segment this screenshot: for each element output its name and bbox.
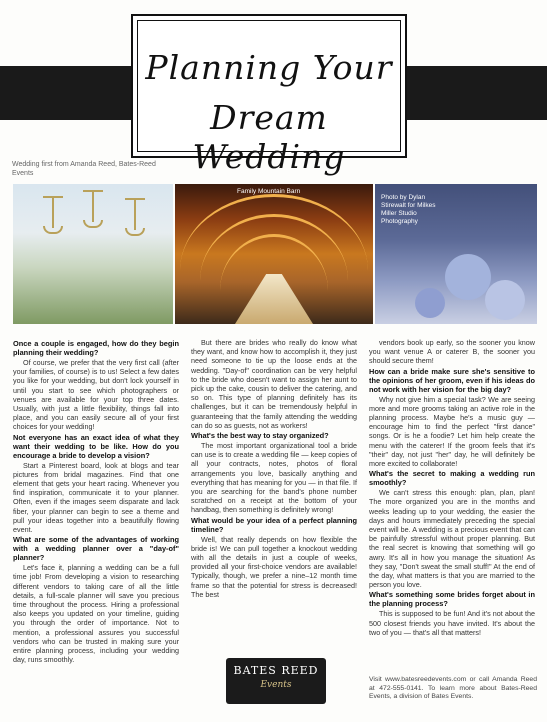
answer-paragraph: Of course, we prefer that the very first call (after your families, of course) is to us! Select a few dates you like for your wedding, but don't lock yourself in until you start to see which photographers or venues are available for your top three dates. Usually, with just a little flexibility, things fall into place, and you can easily secure all of your first choices for your wedding! <box>13 358 179 432</box>
answer-paragraph: Well, that really depends on how flexible the bride is! We can pull together a knockout wedding with all the details in just a couple of weeks, provided all your first-choice vendors are available! Typically, though, we prefer a nine–12 month time frame so that the potential for stress is decreased! The best <box>191 534 357 599</box>
question-heading: Once a couple is engaged, how do they begin planning their wedding? <box>13 339 179 357</box>
question-heading: How can a bride make sure she's sensitive to the opinions of her groom, even if his ideas do not work with her vision for the big day? <box>369 366 535 394</box>
contact-footer: Visit www.batesreedevents.com or call Amanda Reed at 472-555-0141. To learn more about Bates-Reed Events, a division of Bates Events. <box>369 676 537 701</box>
article-column-1 <box>13 338 179 665</box>
question-heading: What would be your idea of a perfect planning timeline? <box>191 515 357 534</box>
answer-paragraph: We can't stress this enough: plan, plan, plan! The more organized you are in the months and weeks leading up to your wedding, the easier the days and hours immediately preceding the special event will be. A wedding is a precious event that can be painfully stressful without proper planning. But the real secret is knowing that something will go awry. It's all in how you manage the situation! As they say, "Don't sweat the small stuff!" At the end of the day, what matters is that you are married to the person you love. <box>369 488 535 590</box>
article-column-3 <box>369 338 535 638</box>
article-body <box>13 338 537 668</box>
answer-paragraph: Start a Pinterest board, look at blogs and tear pictures from bridal magazines. Find that one element that gets your heart racing. Whenever you find inspiration, communicate it to your planner. Often, even if the images seem disparate and lack fiber, your planner can begin to see a theme and pull your ideas together into a beautifully flowing event. <box>13 460 179 535</box>
answer-paragraph: But there are brides who really do know what they want, and know how to accomplish it, they just need someone to tie up the loose ends at the wedding. "Day-of" coordination can be very helpful to the bride who doesn't want to assign her aunt to pick up the cake, cousin to deliver the catering, and so on. This type of planning definitely has its challenges, but it can be tremendously helpful in guaranteeing that the family attending the wedding can do so as guests, not as workers! <box>191 338 357 430</box>
tent-reception-photo <box>13 184 173 324</box>
question-heading: What's the secret to making a wedding run smoothly? <box>369 469 535 488</box>
photo-caption: Photo by Dylan Stirewalt for Milkes Miller Studio Photography <box>381 194 436 225</box>
blue-flowers-photo <box>375 184 537 324</box>
flower-icon <box>445 254 491 300</box>
logo-wordmark: BATES REED <box>233 664 319 677</box>
answer-paragraph: This is supposed to be fun! And it's not about the 500 closest friends you have invited. It's about the two of you — that's all that matters! <box>369 609 535 637</box>
chandelier-icon <box>43 196 63 238</box>
title-frame <box>131 14 407 176</box>
flower-icon <box>485 280 525 320</box>
photo-caption: Family Mountain Barn <box>237 188 301 195</box>
title-line-2: Dream Wedding <box>192 98 346 176</box>
question-heading: What's the best way to stay organized? <box>191 431 329 441</box>
title-line-1: Planning Your <box>145 48 393 87</box>
question-heading: What's something some brides forget about in the planning process? <box>369 590 535 609</box>
logo-script: Events <box>260 680 292 690</box>
photo-credit: Wedding first from Amanda Reed, Bates-Reed Events <box>12 161 156 177</box>
question-heading: Not everyone has an exact idea of what they want their wedding to be like. How do you encourage a bride to develop a vision? <box>13 432 179 460</box>
answer-paragraph: vendors book up early, so the sooner you know you want venue A or caterer B, the sooner you should secure them! <box>369 338 535 366</box>
question-heading: What are some of the advantages of working with a wedding planner over a "day-of" planner? <box>13 535 179 563</box>
flower-icon <box>415 288 445 318</box>
bates-reed-logo <box>226 658 326 704</box>
answer-paragraph: Why not give him a special task? We are seeing more and more grooms taking an active role in the planning process. Maybe he's a music guy — encourage him to find the perfect "first dance" songs. Or is he a foodie? Let him help create the menu with the caterer! If the groom feels that it's "their" day, not just "her" day, he will definitely be more excited to collaborate! <box>369 394 535 469</box>
arched-barn-photo <box>175 184 373 324</box>
chandelier-icon <box>125 198 145 240</box>
article-column-2 <box>191 338 357 600</box>
chandelier-icon <box>83 190 103 232</box>
answer-paragraph: The most important organizational tool a bride can use is to create a wedding file — keep copies of all your contracts, notes, photos of floral arrangements you love, basically anything and everything that has meaning for you — in that file. If you are searching for the band's phone number scratched on a receipt at the bottom of your handbag, then something is definitely wrong! <box>191 441 357 515</box>
answer-paragraph: Let's face it, planning a wedding can be a full time job! From developing a vision to researching different vendors to taking care of all the little details, a full-scale planner will save you precious time throughout the process. Hiring a professional also keeps you updated on your timeline, guiding you through the order of importance. Not to mention, a professional assures you successful vendors who can be trusted in making sure your entire planning process, including your wedding day, runs smoothly. <box>13 563 179 665</box>
